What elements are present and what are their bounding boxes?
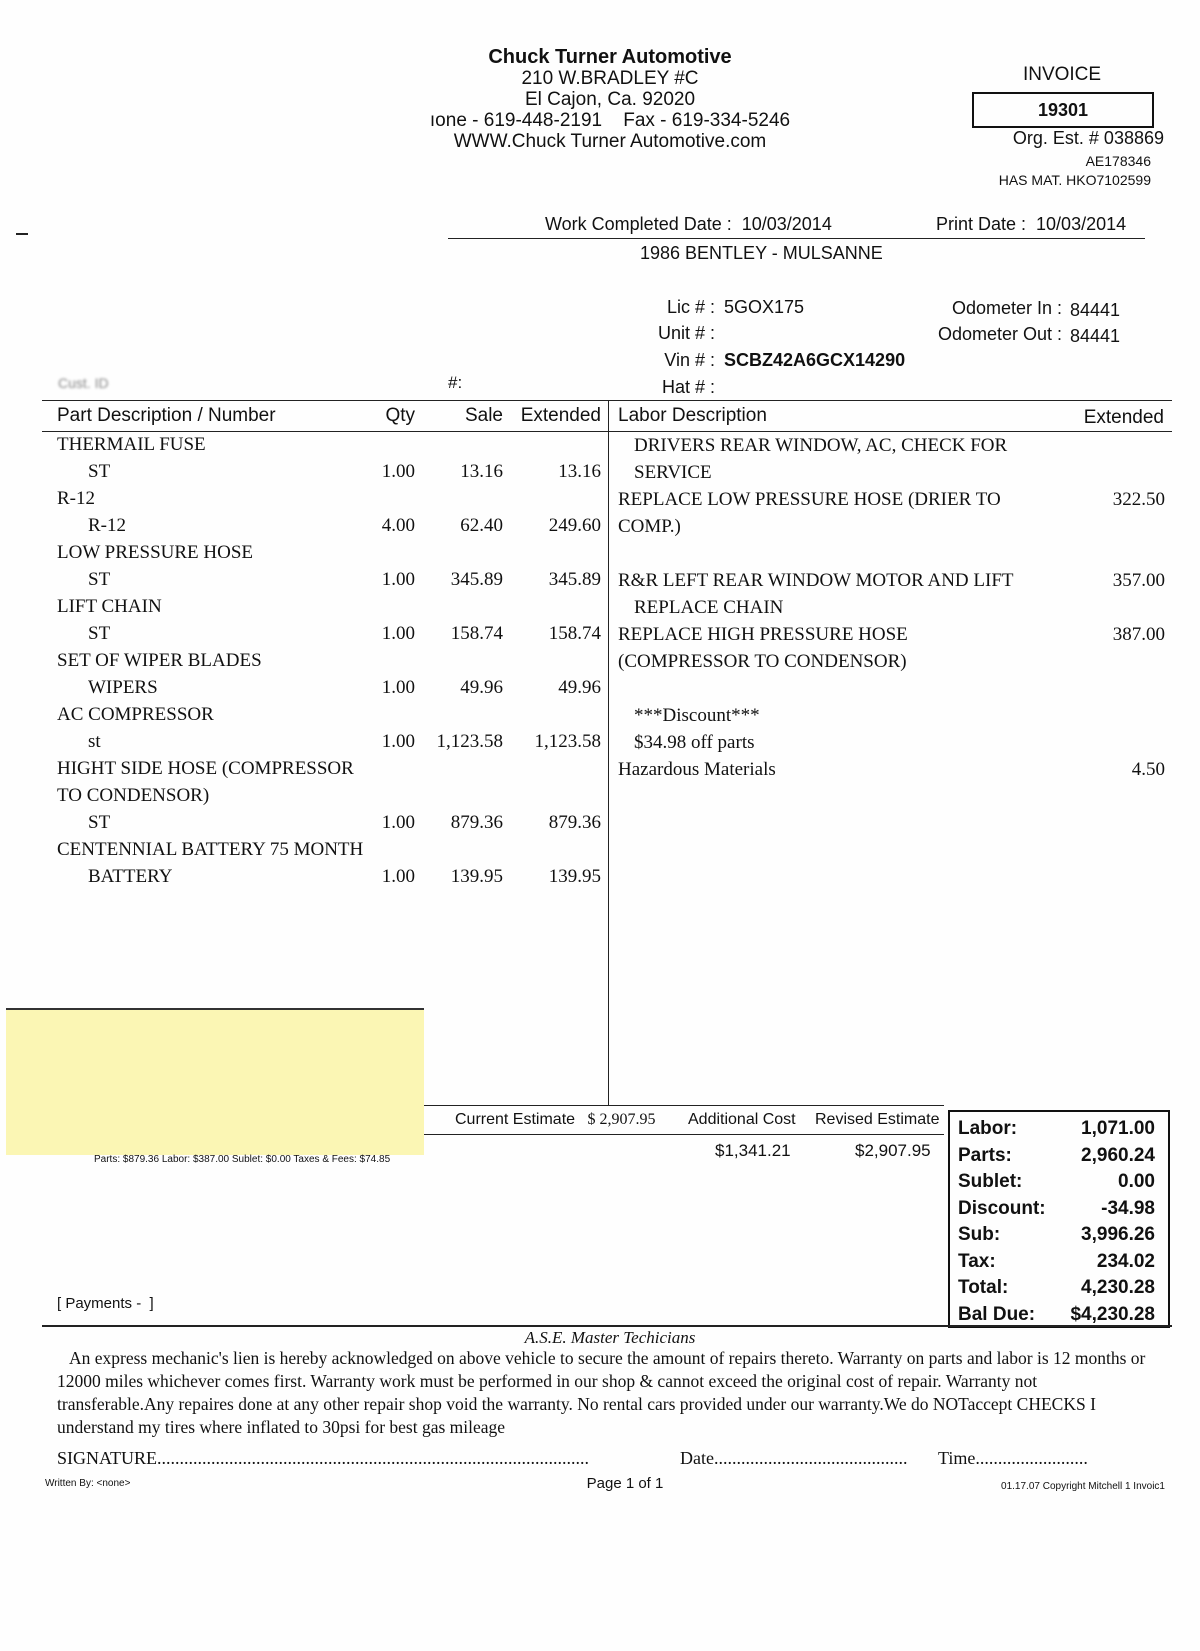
part-description: ST xyxy=(88,569,111,590)
time-line: Time......................... xyxy=(938,1448,1088,1468)
table-row xyxy=(0,458,608,485)
table-row xyxy=(0,674,608,701)
part-description: LOW PRESSURE HOSE xyxy=(57,542,254,563)
labor-extended: 357.00 xyxy=(1112,570,1165,591)
table-row xyxy=(610,540,1170,567)
table-row xyxy=(610,567,1170,594)
part-sale: 139.95 xyxy=(450,866,503,887)
part-extended: 249.60 xyxy=(548,515,601,536)
vin-label: Vin # : xyxy=(664,350,715,370)
total-label: Tax: xyxy=(958,1250,996,1272)
table-row xyxy=(610,621,1170,648)
table-row xyxy=(610,594,1170,621)
table-row xyxy=(0,620,608,647)
total-value: -34.98 xyxy=(1101,1197,1155,1219)
part-qty: 4.00 xyxy=(381,515,415,536)
table-top-line xyxy=(42,400,1172,401)
revised-estimate-value: $2,907.95 xyxy=(855,1141,931,1160)
labor-description: DRIVERS REAR WINDOW, AC, CHECK FOR xyxy=(634,435,1008,456)
part-sale: 1,123.58 xyxy=(436,731,503,752)
labor-description: COMP.) xyxy=(618,516,681,537)
total-value: 234.02 xyxy=(1096,1250,1155,1272)
estimate-breakdown: Parts: $879.36 Labor: $387.00 Sublet: $0.00 Taxes & Fees: $74.85 xyxy=(94,1154,391,1165)
table-row xyxy=(610,513,1170,540)
table-column-divider xyxy=(608,401,609,1105)
redaction-sticker xyxy=(6,1008,424,1155)
payments: [ Payments - ] xyxy=(57,1295,154,1312)
invoice-number: 19301 xyxy=(972,92,1154,128)
part-sale: 158.74 xyxy=(450,623,503,644)
part-sale: 62.40 xyxy=(460,515,503,536)
table-row xyxy=(0,809,608,836)
page-number: Page 1 of 1 xyxy=(586,1475,664,1492)
part-sale: 13.16 xyxy=(460,461,503,482)
table-row xyxy=(610,756,1170,783)
additional-cost-value: $1,341.21 xyxy=(715,1141,791,1160)
table-row xyxy=(610,648,1170,675)
table-row xyxy=(0,728,608,755)
part-description: R-12 xyxy=(88,515,126,536)
table-row xyxy=(0,512,608,539)
table-row xyxy=(610,486,1170,513)
part-qty: 1.00 xyxy=(381,812,415,833)
part-extended: 139.95 xyxy=(548,866,601,887)
part-description: BATTERY xyxy=(88,866,173,887)
ae-number: AE178346 xyxy=(1085,153,1151,169)
additional-cost-label: Additional Cost xyxy=(688,1111,796,1128)
copyright: 01.17.07 Copyright Mitchell 1 Invoic1 xyxy=(1001,1481,1165,1492)
labor-description: $34.98 off parts xyxy=(634,732,755,753)
part-extended: 1,123.58 xyxy=(534,731,601,752)
lic-label: Lic # : xyxy=(666,297,715,317)
column-labor-extended: Extended xyxy=(1083,407,1164,428)
total-value: 4,230.28 xyxy=(1081,1277,1155,1298)
work-completed-date: Work Completed Date : 10/03/2014 xyxy=(545,214,832,234)
column-sale: Sale xyxy=(464,405,503,426)
date-line: Date........................................... xyxy=(680,1448,908,1468)
part-description: st xyxy=(88,731,101,752)
part-qty: 1.00 xyxy=(381,677,415,698)
part-description: ST xyxy=(88,623,111,644)
total-value: 2,960.24 xyxy=(1081,1144,1155,1166)
shop-city: El Cajon, Ca. 92020 xyxy=(524,89,696,110)
labor-extended: 4.50 xyxy=(1131,759,1165,780)
signature-line: SIGNATURE................................................................................................ xyxy=(57,1448,590,1468)
shop-header xyxy=(380,47,840,152)
hash-label: #: xyxy=(448,373,463,392)
total-label: Labor: xyxy=(958,1118,1018,1139)
part-extended: 158.74 xyxy=(548,623,601,644)
table-row xyxy=(610,729,1170,756)
labor-description: ***Discount*** xyxy=(634,705,760,726)
labor-description: (COMPRESSOR TO CONDENSOR) xyxy=(618,651,907,672)
column-qty: Qty xyxy=(385,405,415,426)
odometer-in-label: Odometer In : xyxy=(951,298,1062,318)
part-description: ST xyxy=(88,812,111,833)
shop-web: WWW.Chuck Turner Automotive.com xyxy=(453,131,767,152)
part-qty: 1.00 xyxy=(381,569,415,590)
total-label: Total: xyxy=(958,1277,1009,1298)
part-extended: 345.89 xyxy=(548,569,601,590)
total-label: Parts: xyxy=(958,1144,1012,1166)
table-row xyxy=(0,539,608,566)
warranty-terms: An express mechanic's lien is hereby acknowledged on above vehicle to secure the amount of repairs thereto. Warranty on parts and labor is 12 months or 12000 miles whichever comes first. Warranty work must be performed in our shop & cannot exceed the original cost of repair. Warranty not transferable.Any repaires done at any other repair shop void the warranty. No rental cars provided under our warranty.We do NOTaccept CHECKS I understand my tires where inflated to 30psi for best gas mileage xyxy=(57,1348,1146,1437)
table-row xyxy=(0,566,608,593)
total-label: Discount: xyxy=(958,1197,1046,1219)
total-value: 0.00 xyxy=(1118,1171,1155,1192)
odometer-out-value: 84441 xyxy=(1070,326,1121,346)
table-row xyxy=(0,755,608,782)
unit-label: Unit # : xyxy=(657,323,715,343)
part-qty: 1.00 xyxy=(381,866,415,887)
written-by: Written By: <none> xyxy=(45,1478,131,1489)
invoice-label: INVOICE xyxy=(1022,64,1102,85)
header-divider xyxy=(448,238,1145,239)
part-description: TO CONDENSOR) xyxy=(57,785,210,806)
labor-description: SERVICE xyxy=(634,462,712,483)
table-row xyxy=(610,702,1170,729)
labor-extended: 387.00 xyxy=(1112,624,1165,645)
total-value: $4,230.28 xyxy=(1070,1303,1155,1325)
footer-top-line xyxy=(42,1325,1172,1327)
table-row xyxy=(0,431,608,458)
current-estimate xyxy=(455,1111,656,1129)
table-row xyxy=(0,782,608,809)
part-qty: 1.00 xyxy=(381,461,415,482)
total-value: 1,071.00 xyxy=(1081,1118,1155,1139)
odometer-out-label: Odometer Out : xyxy=(937,324,1062,344)
total-label: Sublet: xyxy=(958,1171,1023,1192)
shop-street: 210 W.BRADLEY #C xyxy=(521,68,699,89)
labor-description: REPLACE LOW PRESSURE HOSE (DRIER TO xyxy=(618,489,1001,510)
current-estimate-label: Current Estimate xyxy=(455,1111,576,1128)
margin-mark xyxy=(16,233,28,235)
column-labor-description: Labor Description xyxy=(618,405,767,426)
part-description: SET OF WIPER BLADES xyxy=(57,650,262,671)
table-row xyxy=(0,593,608,620)
part-description: LIFT CHAIN xyxy=(57,596,162,617)
current-estimate-value: $ 2,907.95 xyxy=(587,1111,656,1128)
part-qty: 1.00 xyxy=(381,623,415,644)
table-row xyxy=(0,863,608,890)
part-sale: 345.89 xyxy=(450,569,503,590)
has-mat: HAS MAT. HKO7102599 xyxy=(998,172,1151,188)
part-extended: 49.96 xyxy=(558,677,601,698)
part-description: WIPERS xyxy=(88,677,158,698)
part-qty: 1.00 xyxy=(381,731,415,752)
revised-estimate-label: Revised Estimate xyxy=(815,1111,940,1128)
table-row xyxy=(610,675,1170,702)
labor-description: REPLACE HIGH PRESSURE HOSE xyxy=(618,624,908,645)
table-row xyxy=(0,701,608,728)
labor-description: REPLACE CHAIN xyxy=(634,597,784,618)
table-row xyxy=(0,485,608,512)
column-extended: Extended xyxy=(520,405,601,426)
part-description: ST xyxy=(88,461,111,482)
part-description: AC COMPRESSOR xyxy=(57,704,214,725)
table-row xyxy=(610,432,1170,459)
odometer-in-value: 84441 xyxy=(1070,300,1121,320)
shop-phones: ıone - 619-448-2191 Fax - 619-334-5246 xyxy=(429,110,791,131)
vehicle-title: 1986 BENTLEY - MULSANNE xyxy=(640,243,883,263)
lic-value: 5GOX175 xyxy=(724,297,805,317)
estimate-mid-line xyxy=(424,1134,944,1135)
labor-extended: 322.50 xyxy=(1112,489,1165,510)
part-description: CENTENNIAL BATTERY 75 MONTH xyxy=(57,839,364,860)
table-row xyxy=(610,459,1170,486)
part-description: HIGHT SIDE HOSE (COMPRESSOR xyxy=(57,758,354,779)
part-description: R-12 xyxy=(57,488,95,509)
estimate-top-line xyxy=(424,1105,944,1106)
labor-description: Hazardous Materials xyxy=(618,759,776,780)
org-est: Org. Est. # 038869 xyxy=(1012,128,1164,148)
table-row xyxy=(0,836,608,863)
labor-description: R&R LEFT REAR WINDOW MOTOR AND LIFT xyxy=(618,570,1014,591)
part-description: THERMAIL FUSE xyxy=(57,434,206,455)
ase-master-technicians: A.S.E. Master Techicians xyxy=(524,1328,696,1347)
column-part-description: Part Description / Number xyxy=(57,405,276,426)
vin-value: SCBZ42A6GCX14290 xyxy=(724,350,906,370)
total-value: 3,996.26 xyxy=(1081,1224,1155,1245)
part-sale: 49.96 xyxy=(460,677,503,698)
shop-name: Chuck Turner Automotive xyxy=(488,46,732,68)
part-extended: 879.36 xyxy=(548,812,601,833)
total-label: Sub: xyxy=(958,1224,1001,1245)
total-label: Bal Due: xyxy=(958,1303,1036,1325)
part-sale: 879.36 xyxy=(450,812,503,833)
part-extended: 13.16 xyxy=(558,461,601,482)
print-date: Print Date : 10/03/2014 xyxy=(936,214,1127,234)
hat-label: Hat # : xyxy=(661,377,715,397)
table-row xyxy=(0,647,608,674)
customer-id-label: Cust. ID xyxy=(58,375,109,391)
